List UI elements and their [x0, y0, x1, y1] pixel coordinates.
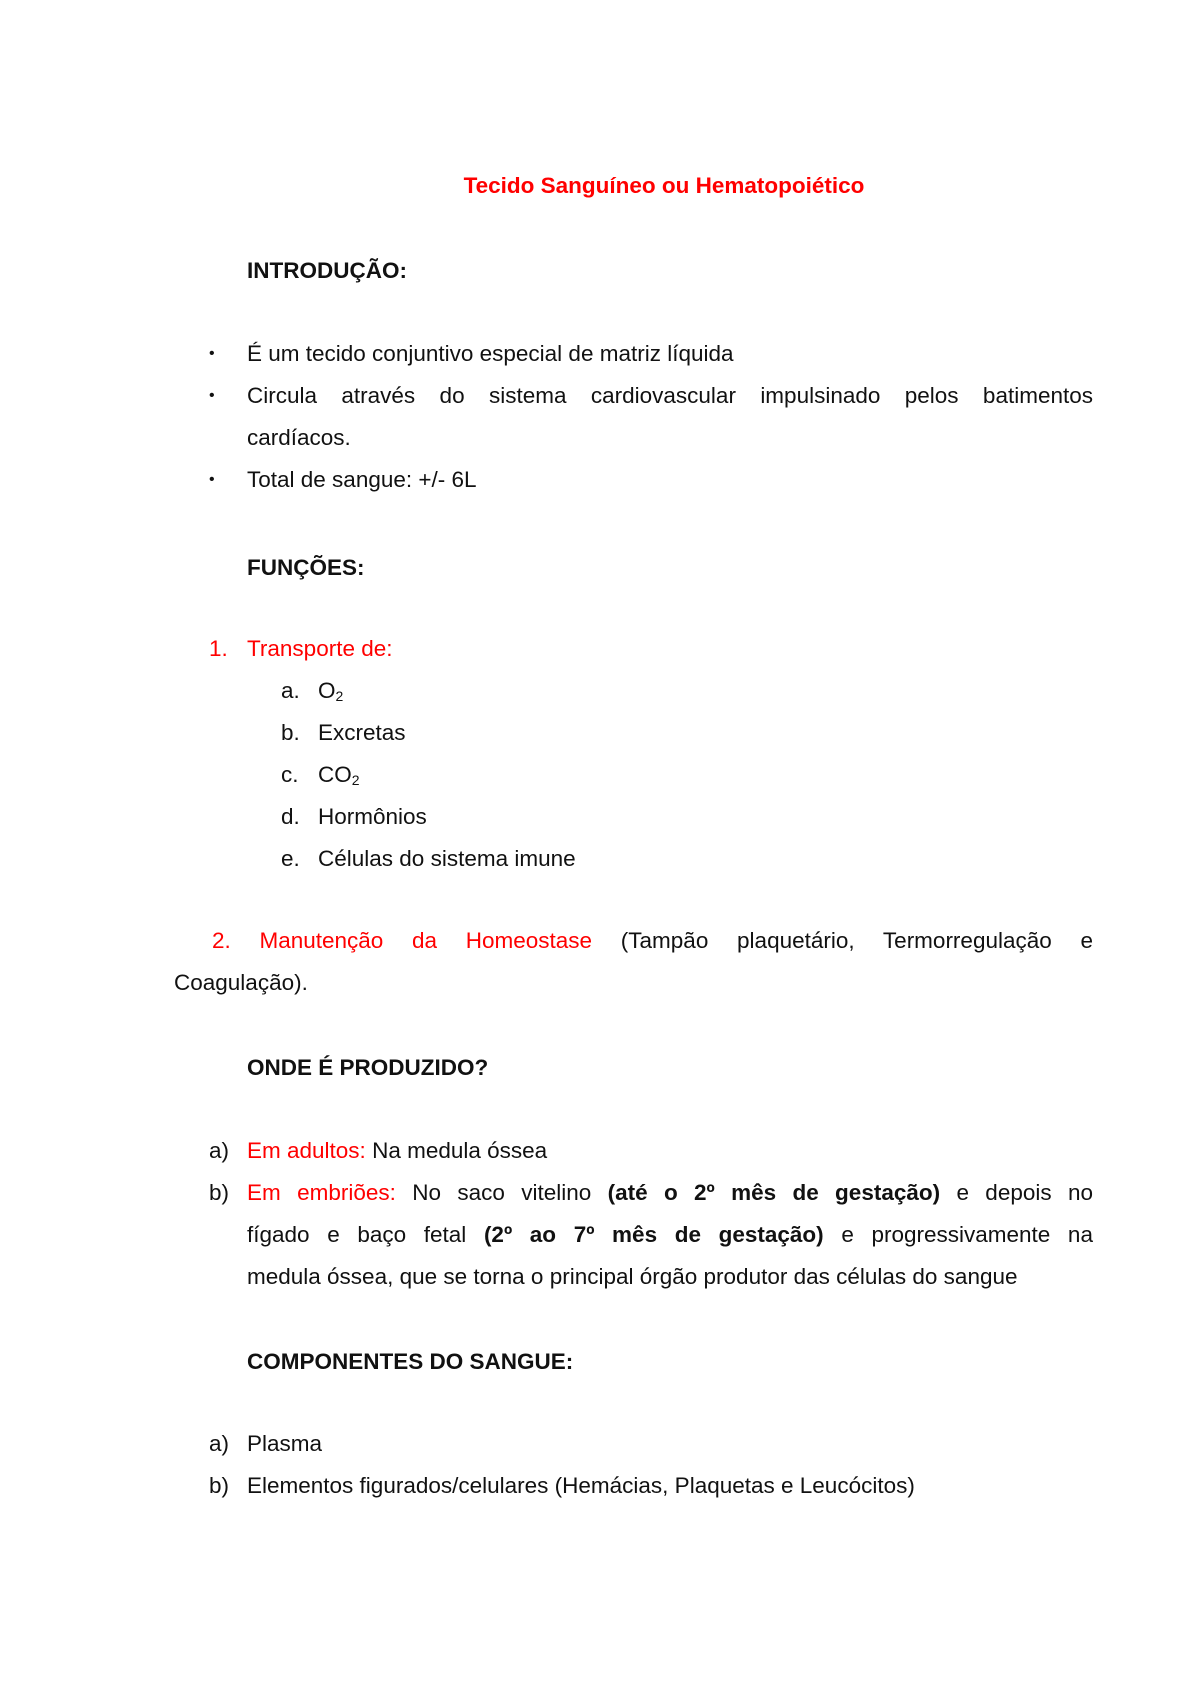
bullet-icon: •: [209, 471, 215, 488]
onde-item-b-line-3: medula óssea, que se torna o principal órgão produtor das células do sangue: [247, 1264, 1018, 1289]
componentes-item-b: b) Elementos figurados/celulares (Hemácias, Plaquetas e Leucócitos): [209, 1473, 915, 1498]
item-number: 1.: [209, 636, 228, 661]
funcoes-heading: FUNÇÕES:: [247, 555, 365, 580]
intro-bullet-2: • Circula através do sistema cardiovascular impulsinado pelos batimentos: [247, 375, 1093, 417]
funcoes-subitem-b: b. Excretas: [281, 720, 406, 745]
componentes-heading: COMPONENTES DO SANGUE:: [247, 1349, 574, 1374]
onde-item-a: a) Em adultos: Na medula óssea: [209, 1138, 548, 1163]
intro-bullet-3: • Total de sangue: +/- 6L: [247, 459, 1093, 501]
funcoes-subitem-d: d. Hormônios: [281, 804, 427, 829]
item-label: Manutenção da Homeostase: [259, 928, 593, 953]
funcoes-subitem-e: e. Células do sistema imune: [281, 846, 576, 871]
componentes-item-a: a) Plasma: [209, 1431, 323, 1456]
onde-item-b-line-2: fígado e baço fetal (2º ao 7º mês de gestação) e progressivamente na: [247, 1222, 1093, 1247]
bullet-icon: •: [209, 345, 215, 362]
intro-bullet-2-continued: cardíacos.: [247, 425, 351, 450]
funcoes-subitem-c: c. $CO_2$: [281, 762, 360, 788]
intro-heading: INTRODUÇÃO:: [247, 258, 407, 283]
onde-heading: ONDE É PRODUZIDO?: [247, 1055, 489, 1080]
intro-bullet-1: • É um tecido conjuntivo especial de matriz líquida: [247, 333, 1093, 375]
bullet-icon: •: [209, 387, 215, 404]
document-title: Tecido Sanguíneo ou Hematopoiético: [463, 173, 865, 198]
item-number: 2.: [212, 928, 231, 953]
onde-item-b: b) Em embriões: No saco vitelino (até o 2º mês de gestação) e depois no: [209, 1180, 1093, 1205]
funcoes-item-1: [209, 628, 1093, 670]
funcoes-subitem-a: a. $O_2$: [281, 678, 344, 704]
item-label: Transporte de:: [247, 636, 393, 661]
funcoes-item-2: 2. Manutenção da Homeostase (Tampão plaquetário, Termorregulação e Coagulação).: [174, 928, 1093, 995]
